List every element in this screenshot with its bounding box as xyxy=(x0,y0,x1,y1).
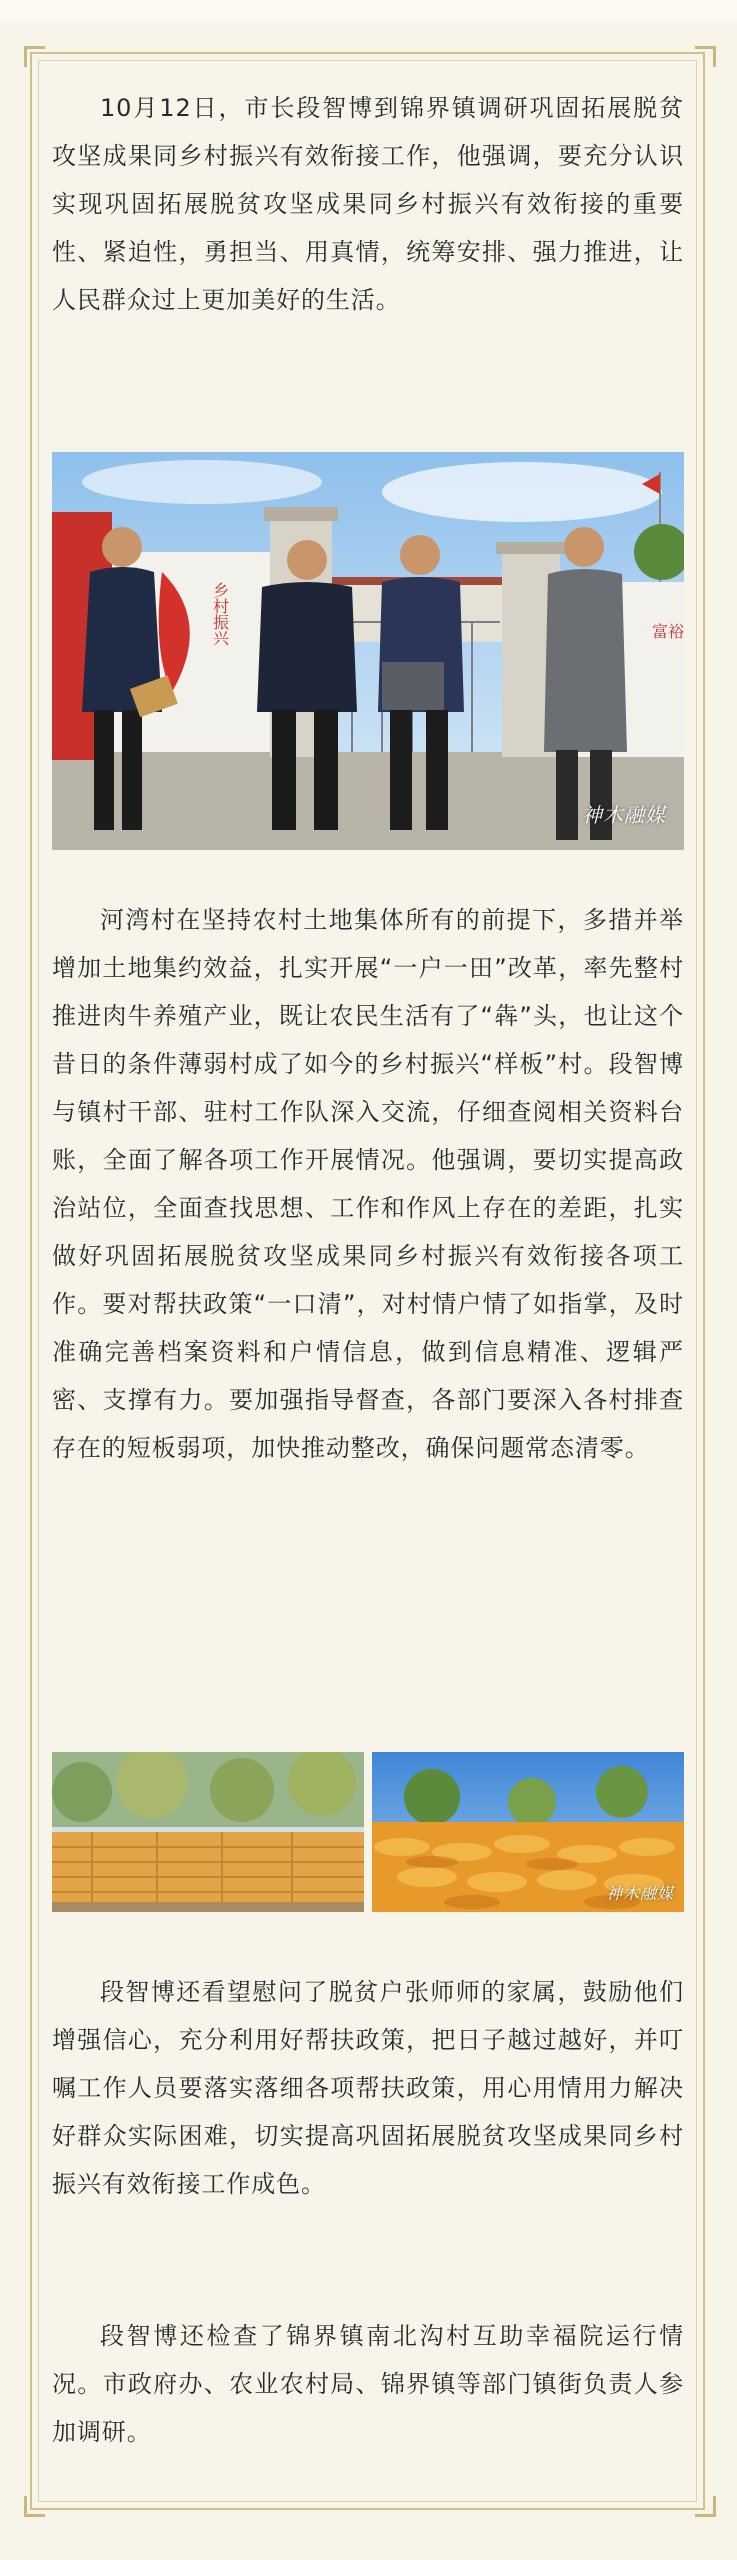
wall-slogan-left: 乡村振兴 xyxy=(210,582,230,646)
photo-corn-harvest xyxy=(372,1752,684,1912)
article-paragraph-3: 段智博还看望慰问了脱贫户张师师的家属，鼓励他们增强信心，充分利用好帮扶政策，把日子越过越好，并叮嘱工作人员要落实落细各项帮扶政策，用心用情用力解决好群众实际困难，切实提高巩固拓展脱贫攻坚成果同乡村振兴有效衔接工作成色。 xyxy=(52,1978,684,2198)
frame-corner-bottom-right xyxy=(695,2496,716,2517)
frame-corner-top-left xyxy=(24,46,45,67)
article-paragraph-2: 河湾村在坚持农村土地集体所有的前提下，多措并举增加土地集约效益，扎实开展“一户一田”改革，率先整村推进肉牛养殖产业，既让农民生活有了“犇”头，也让这个昔日的条件薄弱村成了如今的乡村振兴“样板”村。段智博与镇村干部、驻村工作队深入交流，仔细查阅相关资料台账，全面了解各项工作开展情况。他强调，要切实提高政治站位，全面查找思想、工作和作风上存在的差距，扎实做好巩固拓展脱贫攻坚成果同乡村振兴有效衔接各项工作。要对帮扶政策“一口清”，对村情户情了如指掌，及时准确完善档案资料和户情信息，做到信息精准、逻辑严密、支撑有力。要加强指导督查，各部门要深入各村排查存在的短板弱项，加快推动整改，确保问题常态清零。 xyxy=(52,906,684,1462)
photo-officials-visit xyxy=(52,452,684,850)
top-strip xyxy=(0,0,737,22)
article-paragraph-1: 10月12日，市长段智博到锦界镇调研巩固拓展脱贫攻坚成果同乡村振兴有效衔接工作，他强调，要充分认识实现巩固拓展脱贫攻坚成果同乡村振兴有效衔接的重要性、紧迫性，勇担当、用真情，统筹安排、强力推进，让人民群众过上更加美好的生活。 xyxy=(52,94,684,314)
photo-watermark: 神木融媒 xyxy=(582,803,666,827)
wall-slogan-right: 富裕 xyxy=(652,622,684,641)
photo-corn-cribs xyxy=(52,1752,364,1912)
frame-corner-top-right xyxy=(695,46,716,67)
article-paragraph-4: 段智博还检查了锦界镇南北沟村互助幸福院运行情况。市政府办、农业农村局、锦界镇等部门镇街负责人参加调研。 xyxy=(52,2322,684,2446)
photo-watermark-2: 神木融媒 xyxy=(605,1884,674,1903)
frame-corner-bottom-left xyxy=(24,2496,45,2517)
